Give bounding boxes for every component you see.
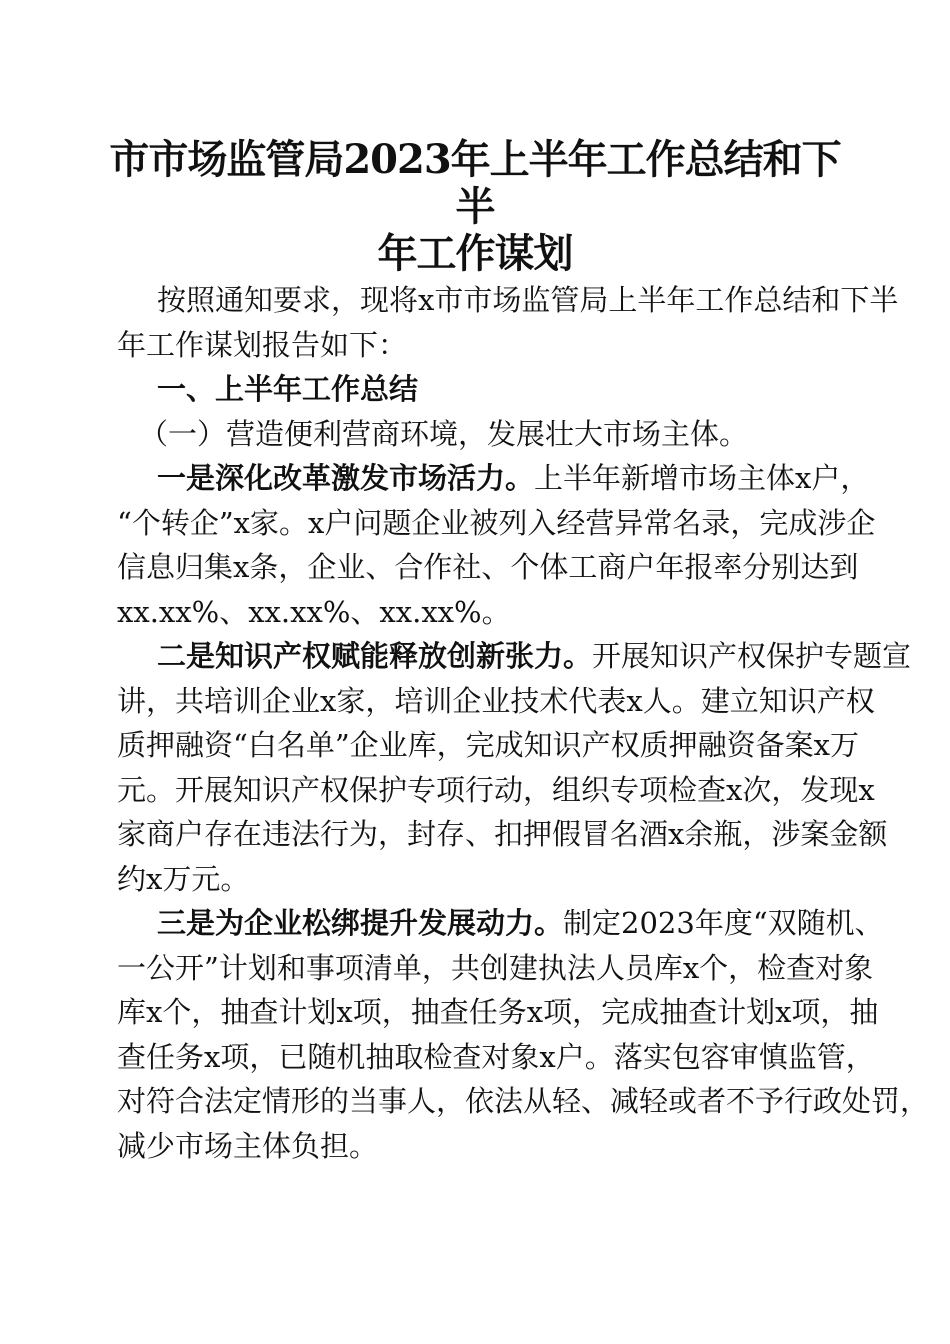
paragraph-line [117,634,912,679]
paragraph-line: 查任务x项，已随机抽取检查对象x户。落实包容审慎监管， [117,1039,875,1074]
paragraph-lead: 二是知识产权赋能释放创新张力。 [157,639,593,673]
paragraph-line: 质押融资“白名单”企业库，完成知识产权质押融资备案x万 [117,728,860,762]
title-line: 年工作谋划 [377,230,573,277]
paragraph-lead: 一是深化改革激发市场活力。 [157,461,535,495]
paragraph-line: xx.xx%、xx.xx%、xx.xx%。 [117,594,511,629]
paragraph-line: 约x万元。 [117,861,250,896]
title-line: 市市场监管局2023年上半年工作总结和下半 [109,136,841,230]
paragraph-line: 对符合法定情形的当事人，依法从轻、减轻或者不予行政处罚， [117,1084,930,1118]
subsection-heading: （一）营造便利营商环境，发展壮大市场主体。 [139,416,749,451]
paragraph-text: 上半年新增市场主体x户， [534,461,870,495]
section-heading: 一、上半年工作总结 [157,372,419,406]
paragraph-text: 开展知识产权保护专题宣 [592,639,912,673]
paragraph-lead: 三是为企业松绑提升发展动力。 [157,906,564,940]
paragraph-line: 信息归集x条，企业、合作社、个体工商户年报率分别达到 [117,550,859,584]
paragraph-line: 讲，共培训企业x家，培训企业技术代表x人。建立知识产权 [117,683,875,718]
intro-line: 年工作谋划报告如下： [117,327,408,362]
paragraph-line: 一公开”计划和事项清单，共创建执法人员库x个，检查对象 [117,950,874,985]
paragraph-line: 库x个，抽查计划x项，抽查任务x项，完成抽查计划x项，抽 [117,995,879,1029]
document-body [117,278,930,1168]
intro-line: 按照通知要求，现将x市市场监管局上半年工作总结和下半 [157,283,899,317]
paragraph-line: “个转企”x家。x户问题企业被列入经营异常名录，完成涉企 [117,505,876,540]
document-title [100,136,850,277]
paragraph-line: 家商户存在违法行为，封存、扣押假冒名酒x余瓶，涉案金额 [117,817,888,851]
paragraph-line: 元。开展知识产权保护专项行动，组织专项检查x次，发现x [117,772,875,807]
paragraph-line [117,456,870,501]
paragraph-line: 减少市场主体负担。 [117,1128,379,1163]
paragraph-text: 制定2023年度“双随机、 [563,906,884,940]
paragraph-line [117,901,884,946]
